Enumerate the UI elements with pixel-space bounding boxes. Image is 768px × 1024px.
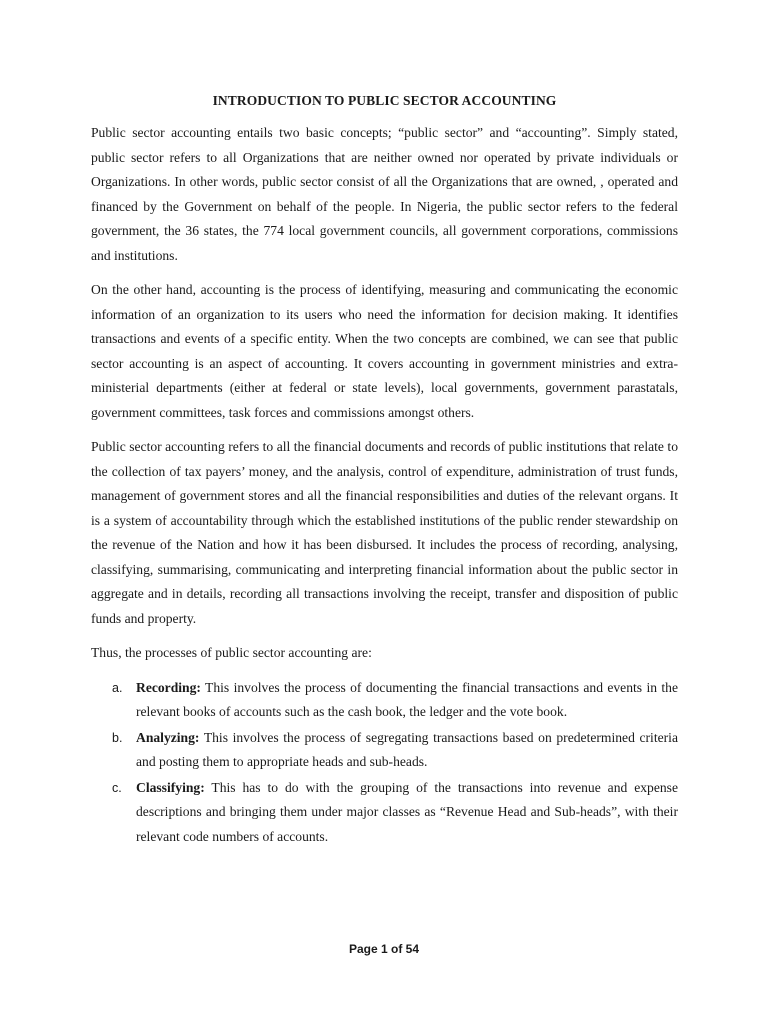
list-marker: c. xyxy=(112,780,122,795)
list-item-analyzing xyxy=(91,726,678,775)
paragraph-accounting-definition: On the other hand, accounting is the process of identifying, measuring and communicating the economic information of an organization to its users who need the information for decision making. It identifies transactions and events of a specific entity. When the two concepts are combined, we can see that public sector accounting is an aspect of accounting. It covers accounting in government ministries and extra-ministerial departments (either at federal or state levels), local governments, government parastatals, government committees, task forces and commissions amongst others. xyxy=(91,282,678,420)
list-text: This has to do with the grouping of the transactions into revenue and expense descriptions and bringing them under major classes as “Revenue Head and Sub-heads”, with their relevant code numbers of accounts. xyxy=(136,779,678,844)
processes-list xyxy=(91,676,678,850)
list-term: Analyzing: xyxy=(136,729,200,745)
list-item-recording xyxy=(91,676,678,725)
list-text: This involves the process of documenting the financial transactions and events in the relevant books of accounts such as the cash book, the ledger and the vote book. xyxy=(136,679,678,719)
list-item-classifying xyxy=(91,776,678,850)
page-title: INTRODUCTION TO PUBLIC SECTOR ACCOUNTING xyxy=(212,93,557,108)
paragraph-public-sector-accounting-scope: Public sector accounting refers to all the financial documents and records of public institutions that relate to the collection of tax payers’ money, and the analysis, control of expenditure, administration of trust funds, management of government stores and all the financial responsibilities and duties of the relevant organs. It is a system of accountability through which the established institutions of the public render stewardship on the revenue of the Nation and how it has been disbursed. It includes the process of recording, analysing, classifying, summarising, communicating and interpreting financial information about the public sector in aggregate and in details, recording all transactions involving the receipt, transfer and disposition of public funds and property. xyxy=(91,439,678,626)
paragraph-processes-intro: Thus, the processes of public sector accounting are: xyxy=(91,645,372,660)
page-content xyxy=(91,91,678,850)
list-term: Recording: xyxy=(136,679,201,695)
list-marker: a. xyxy=(112,680,123,695)
paragraph-public-sector-definition: Public sector accounting entails two basic concepts; “public sector” and “accounting”. Simply stated, public sector refers to all Organizations that are neither owned nor operated by private individuals or Organizations. In other words, public sector consist of all the Organizations that are owned, , operated and financed by the Government on behalf of the people. In Nigeria, the public sector refers to the federal government, the 36 states, the 774 local government councils, all government corporations, commissions and institutions. xyxy=(91,125,678,263)
list-text: This involves the process of segregating transactions based on predetermined criteria and posting them to appropriate heads and sub-heads. xyxy=(136,729,678,769)
list-term: Classifying: xyxy=(136,779,205,795)
page-number: Page 1 of 54 xyxy=(348,942,420,956)
list-marker: b. xyxy=(112,730,123,745)
